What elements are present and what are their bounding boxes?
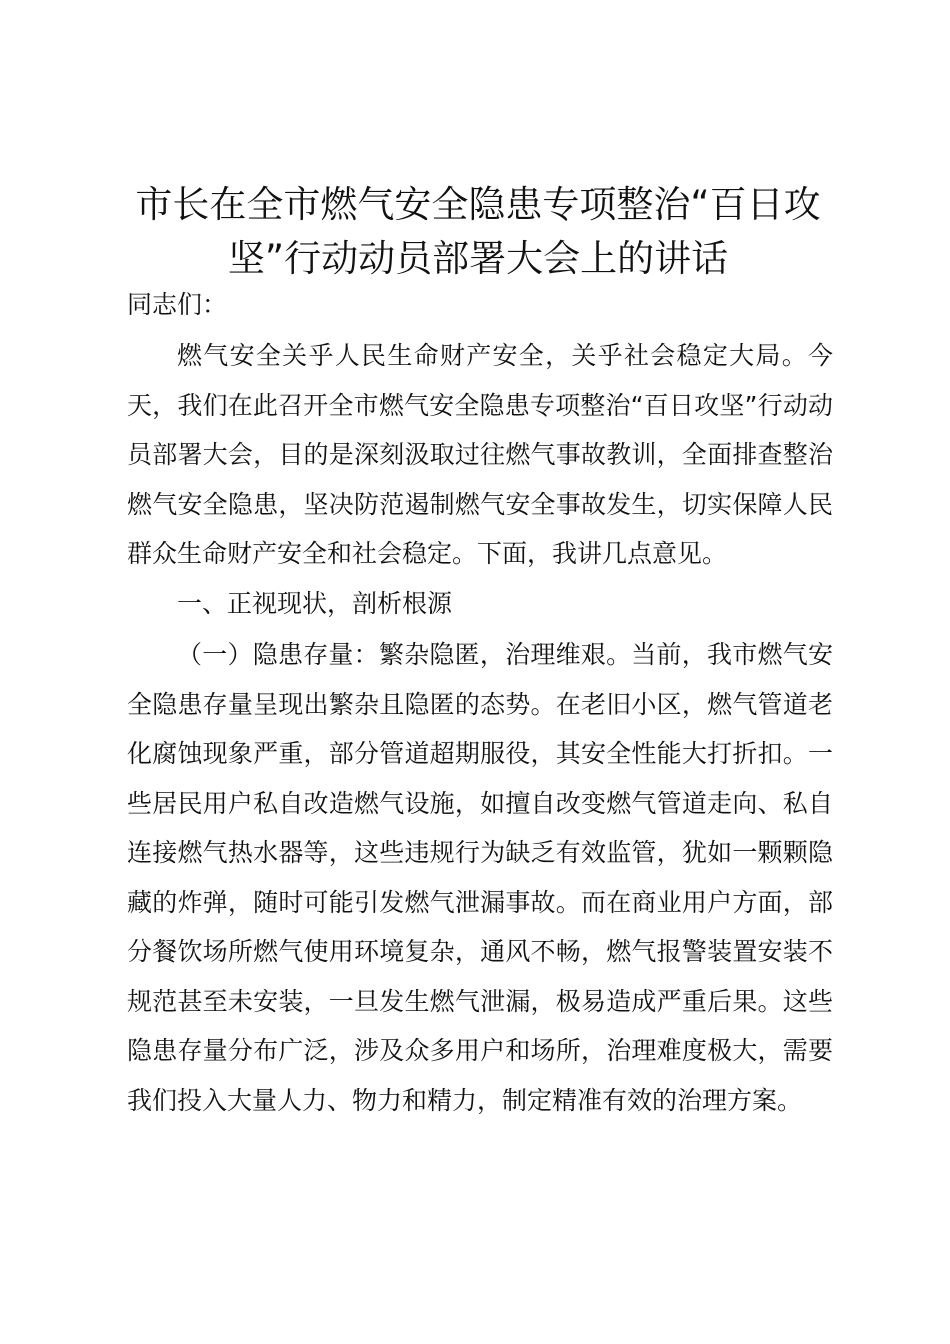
salutation: 同志们： [127,290,228,319]
title-line-2: 坚”行动动员部署大会上的讲话 [227,237,729,280]
document-title [118,178,838,286]
title-line-1: 市长在全市燃气安全隐患专项整治“百日攻 [135,183,821,226]
paragraph-intro: 燃气安全关乎人民生命财产安全，关乎社会稳定大局。今天，我们在此召开全市燃气安全隐患专项整治“百日攻坚”行动动员部署大会，目的是深刻汲取过往燃气事故教训，全面排查整治燃气安全隐患，坚决防范遏制燃气安全事故发生，切实保障人民群众生命财产安全和社会稳定。下面，我讲几点意见。 [127,341,833,568]
paragraph-hidden-dangers: （一）隐患存量：繁杂隐匿，治理维艰。当前，我市燃气安全隐患存量呈现出繁杂且隐匿的态势。在老旧小区，燃气管道老化腐蚀现象严重，部分管道超期服役，其安全性能大打折扣。一些居民用户私自改造燃气设施，如擅自改变燃气管道走向、私自连接燃气热水器等，这些违规行为缺乏有效监管，犹如一颗颗隐藏的炸弹，随时可能引发燃气泄漏事故。而在商业用户方面，部分餐饮场所燃气使用环境复杂，通风不畅，燃气报警装置安装不规范甚至未安装，一旦发生燃气泄漏，极易造成严重后果。这些隐患存量分布广泛，涉及众多用户和场所，治理难度极大，需要我们投入大量人力、物力和精力，制定精准有效的治理方案。 [127,640,833,1115]
section-heading: 一、正视现状，剖析根源 [177,589,453,618]
